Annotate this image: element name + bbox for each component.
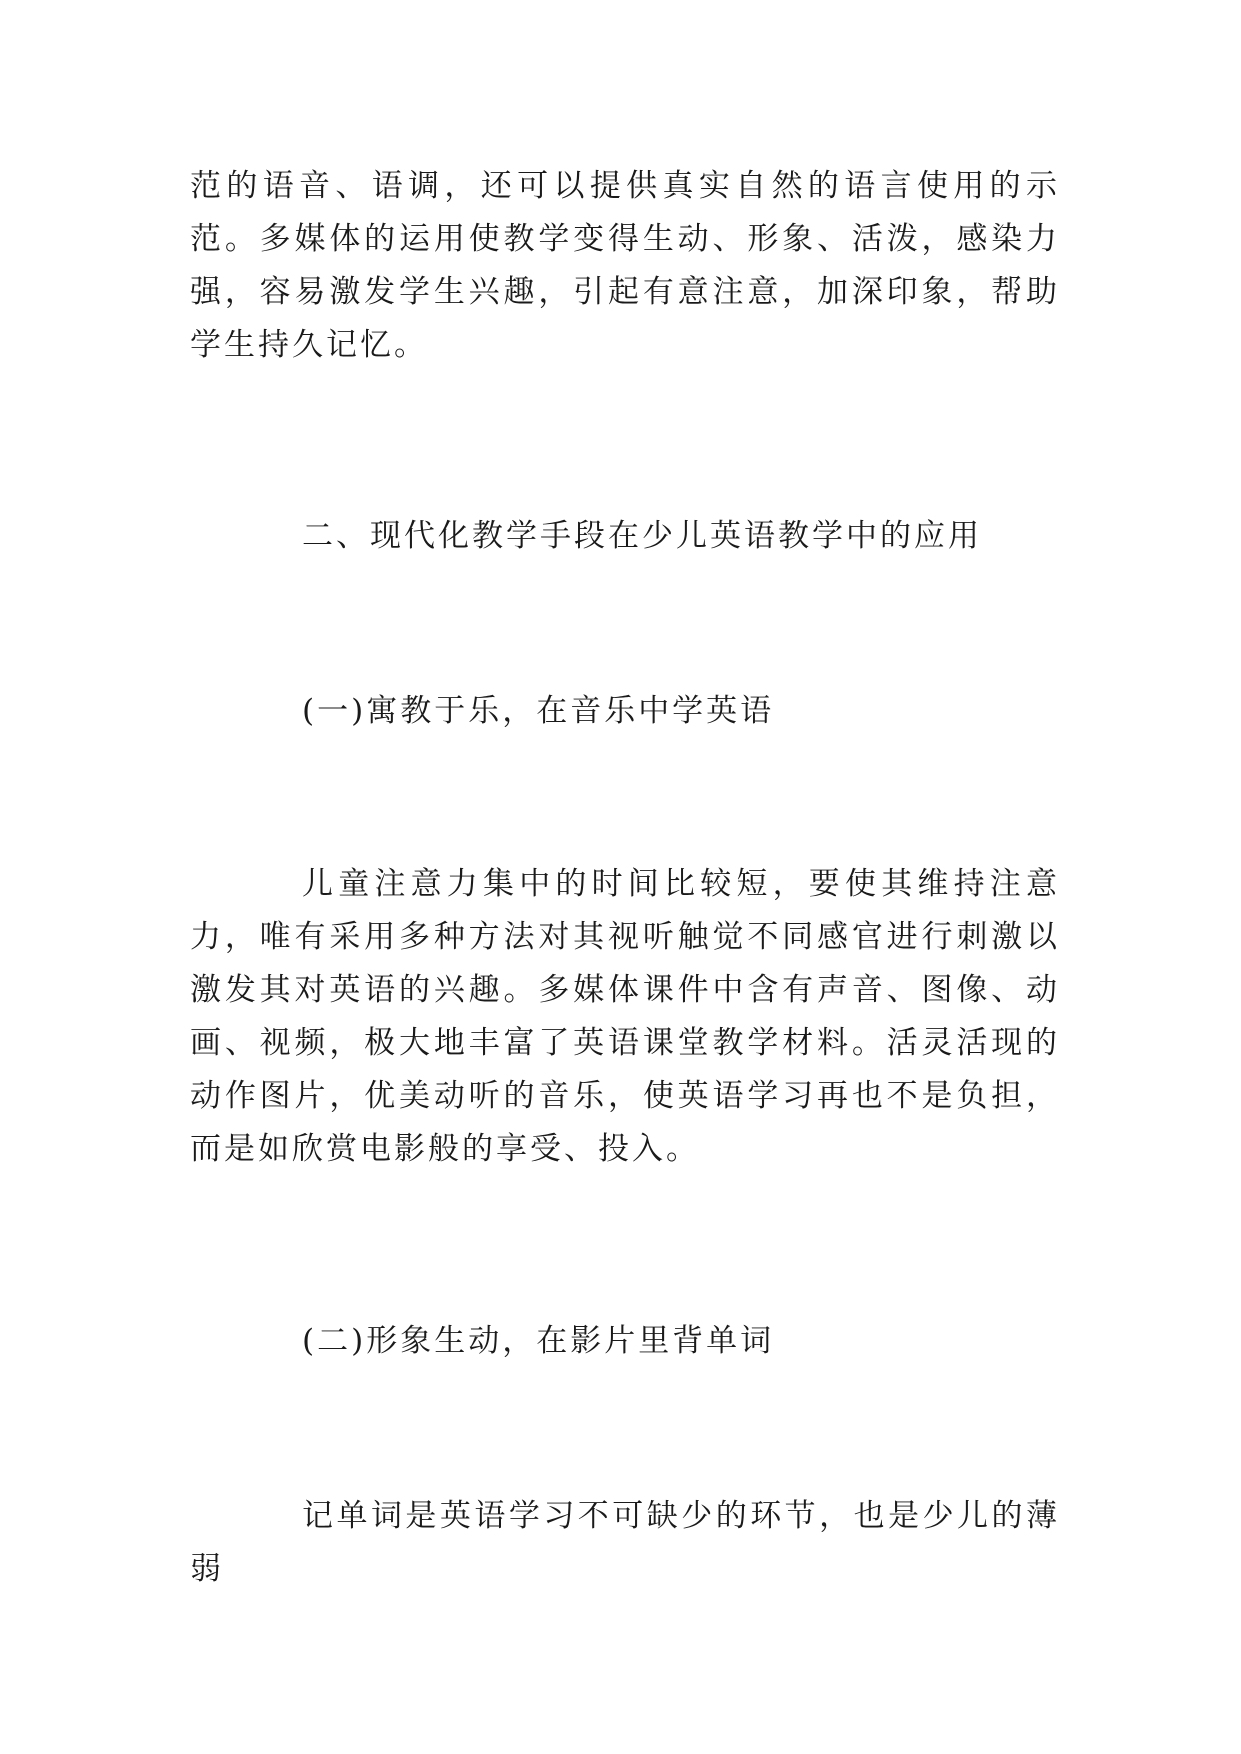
paragraph-multimedia-benefits: 范的语音、语调，还可以提供真实自然的语言使用的示范。多媒体的运用使教学变得生动、形象、活泼，感染力强，容易激发学生兴趣，引起有意注意，加深印象，帮助学生持久记忆。 [190, 168, 1060, 363]
section-heading-modern-teaching: 二、现代化教学手段在少儿英语教学中的应用 [302, 518, 982, 554]
subsection-heading-music: (一)寓教于乐，在音乐中学英语 [302, 693, 775, 729]
subsection-heading-film-vocabulary: (二)形象生动，在影片里背单词 [302, 1323, 775, 1359]
paragraph-vocabulary: 记单词是英语学习不可缺少的环节，也是少儿的薄弱 [190, 1498, 1060, 1587]
paragraph-attention-span: 儿童注意力集中的时间比较短，要使其维持注意力，唯有采用多种方法对其视听触觉不同感官进行刺激以激发其对英语的兴趣。多媒体课件中含有声音、图像、动画、视频，极大地丰富了英语课堂教学材料。活灵活现的动作图片，优美动听的音乐，使英语学习再也不是负担，而是如欣赏电影般的享受、投入。 [190, 866, 1060, 1167]
